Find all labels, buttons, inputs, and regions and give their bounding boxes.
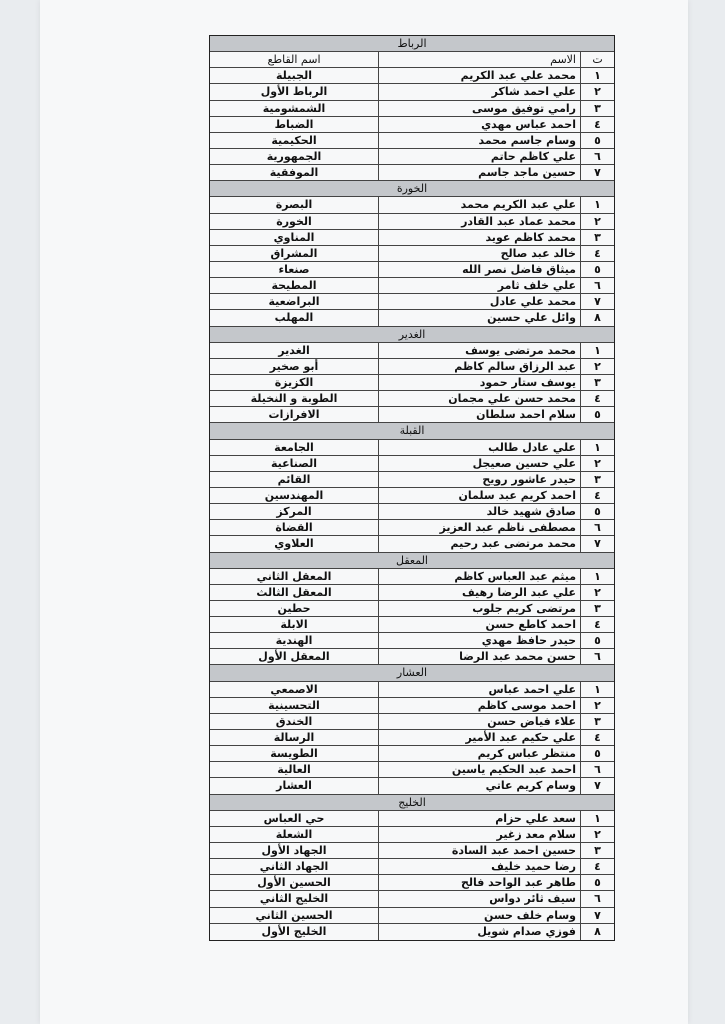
person-name: عبد الرزاق سالم كاظم bbox=[378, 359, 580, 374]
sector-name: الحكيمية bbox=[271, 133, 317, 147]
person-name: سعد علي حزام bbox=[378, 811, 580, 826]
sector-name: الجامعة bbox=[274, 440, 314, 454]
row-number: ٧ bbox=[580, 778, 614, 793]
sector-name: المركز bbox=[276, 505, 312, 519]
sector-name: البصرة bbox=[275, 198, 313, 212]
sector-name: الرسالة bbox=[273, 731, 315, 745]
section-header bbox=[210, 181, 614, 197]
person-name: محمد عماد عبد القادر bbox=[378, 214, 580, 229]
table-row bbox=[210, 149, 614, 165]
sector-name: الجهاد الثاني bbox=[259, 860, 329, 874]
table-row bbox=[210, 827, 614, 843]
table-row bbox=[210, 407, 614, 423]
row-number: ٨ bbox=[580, 924, 614, 940]
sector-name: حطين bbox=[277, 601, 311, 615]
row-number: ٣ bbox=[580, 230, 614, 245]
table-row bbox=[210, 778, 614, 794]
table-row bbox=[210, 117, 614, 133]
sector-name: الطويسة bbox=[270, 747, 318, 761]
sector-name: الجبيلة bbox=[276, 69, 312, 83]
person-name: علي احمد شاكر bbox=[378, 84, 580, 99]
table-row bbox=[210, 714, 614, 730]
table-row bbox=[210, 488, 614, 504]
sector-name: المناوي bbox=[273, 230, 315, 244]
table-row bbox=[210, 601, 614, 617]
person-name: علاء فياض حسن bbox=[378, 714, 580, 729]
sector-name: المعقل الثاني bbox=[256, 569, 332, 583]
sector-name: الخليج الأول bbox=[261, 924, 327, 938]
sector-name: الشعلة bbox=[275, 827, 313, 841]
row-number: ٤ bbox=[580, 730, 614, 745]
table-row bbox=[210, 811, 614, 827]
table-row bbox=[210, 230, 614, 246]
row-number: ٢ bbox=[580, 456, 614, 471]
table-row bbox=[210, 924, 614, 940]
person-name: علي حسين صعيجل bbox=[378, 456, 580, 471]
person-name: احمد كاطع حسن bbox=[378, 617, 580, 632]
header-name: الاسم bbox=[378, 52, 580, 67]
table-row bbox=[210, 843, 614, 859]
row-number: ٦ bbox=[580, 278, 614, 293]
table-row bbox=[210, 649, 614, 665]
section-title: الغدير bbox=[398, 327, 426, 341]
person-name: رامي توفيق موسى bbox=[378, 101, 580, 116]
sector-name: العشار bbox=[276, 779, 312, 793]
section-header bbox=[210, 665, 614, 681]
table-row bbox=[210, 536, 614, 552]
table-row bbox=[210, 84, 614, 100]
person-name: احمد عباس مهدي bbox=[378, 117, 580, 132]
row-number: ٢ bbox=[580, 214, 614, 229]
sector-name: الموفقية bbox=[269, 166, 319, 180]
sector-name: الخليج الثاني bbox=[259, 892, 329, 906]
sector-name: الحسين الثاني bbox=[255, 908, 333, 922]
row-number: ٤ bbox=[580, 117, 614, 132]
person-name: علي احمد عباس bbox=[378, 682, 580, 697]
sector-name: الخندق bbox=[275, 714, 313, 728]
sector-name: الشمشومية bbox=[262, 101, 326, 115]
row-number: ٤ bbox=[580, 246, 614, 261]
person-name: خالد عبد صالح bbox=[378, 246, 580, 261]
table-row bbox=[210, 310, 614, 326]
person-name: صادق شهيد خالد bbox=[378, 504, 580, 519]
sector-name: المهندسين bbox=[264, 488, 324, 502]
table-row bbox=[210, 875, 614, 891]
row-number: ٥ bbox=[580, 746, 614, 761]
row-number: ٧ bbox=[580, 294, 614, 309]
sector-name: الافرازات bbox=[268, 408, 320, 422]
table-row bbox=[210, 133, 614, 149]
table-row bbox=[210, 585, 614, 601]
section-header bbox=[210, 327, 614, 343]
sector-name: العلاوي bbox=[274, 537, 314, 551]
row-number: ١ bbox=[580, 197, 614, 212]
table-row bbox=[210, 633, 614, 649]
table-row bbox=[210, 472, 614, 488]
person-name: سيف ثائر دواس bbox=[378, 891, 580, 906]
row-number: ٣ bbox=[580, 375, 614, 390]
table-row bbox=[210, 343, 614, 359]
person-name: علي خلف ثامر bbox=[378, 278, 580, 293]
table-row bbox=[210, 278, 614, 294]
section-title: الخليج bbox=[398, 795, 426, 809]
row-number: ٦ bbox=[580, 762, 614, 777]
row-number: ٦ bbox=[580, 891, 614, 906]
section-header bbox=[210, 423, 614, 439]
person-name: حيدر حافظ مهدي bbox=[378, 633, 580, 648]
section-header bbox=[210, 795, 614, 811]
row-number: ٦ bbox=[580, 520, 614, 535]
person-name: محمد مرتضى يوسف bbox=[378, 343, 580, 358]
person-name: مصطفى ناظم عبد العزيز bbox=[378, 520, 580, 535]
sector-name: الغدير bbox=[278, 343, 310, 357]
section-title: الرباط bbox=[397, 37, 427, 50]
table-row bbox=[210, 375, 614, 391]
table-row bbox=[210, 617, 614, 633]
sector-name: الهندية bbox=[275, 634, 313, 648]
sector-name: الاصمعي bbox=[270, 682, 318, 696]
row-number: ١ bbox=[580, 811, 614, 826]
table-row bbox=[210, 294, 614, 310]
sector-name: الابلة bbox=[280, 618, 308, 632]
header-sector: اسم القاطع bbox=[267, 53, 321, 67]
row-number: ٥ bbox=[580, 407, 614, 422]
person-name: طاهر عبد الواحد فالح bbox=[378, 875, 580, 890]
sector-name: الحسين الأول bbox=[257, 876, 331, 890]
sector-name: الجمهورية bbox=[266, 149, 322, 163]
row-number: ٢ bbox=[580, 84, 614, 99]
sector-name: المشراق bbox=[270, 246, 318, 260]
section-title: القبلة bbox=[399, 424, 425, 438]
row-number: ٣ bbox=[580, 601, 614, 616]
row-number: ٥ bbox=[580, 262, 614, 277]
sector-name: الرباط الأول bbox=[260, 85, 328, 99]
row-number: ١ bbox=[580, 682, 614, 697]
person-name: علي حكيم عبد الأمير bbox=[378, 730, 580, 745]
row-number: ٢ bbox=[580, 585, 614, 600]
person-name: علي عادل طالب bbox=[378, 440, 580, 455]
row-number: ١ bbox=[580, 68, 614, 83]
sector-name: المعقل الثالث bbox=[256, 585, 332, 599]
table-row bbox=[210, 214, 614, 230]
sector-name: الطوبة و النخيلة bbox=[250, 392, 338, 406]
person-name: سلام احمد سلطان bbox=[378, 407, 580, 422]
sector-name: المعقل الأول bbox=[258, 650, 330, 664]
row-number: ٥ bbox=[580, 633, 614, 648]
sector-name: الجهاد الأول bbox=[261, 844, 327, 858]
person-name: حسن محمد عبد الرضا bbox=[378, 649, 580, 664]
row-number: ٣ bbox=[580, 714, 614, 729]
row-number: ٣ bbox=[580, 472, 614, 487]
table-row bbox=[210, 456, 614, 472]
person-name: مرتضى كريم جلوب bbox=[378, 601, 580, 616]
person-name: منتظر عباس كريم bbox=[378, 746, 580, 761]
person-name: احمد كريم عبد سلمان bbox=[378, 488, 580, 503]
sector-name: الصناعية bbox=[270, 456, 318, 470]
header-num: ت bbox=[580, 52, 614, 67]
row-number: ٦ bbox=[580, 149, 614, 164]
person-name: فوزي صدام شويل bbox=[378, 924, 580, 940]
row-number: ٣ bbox=[580, 101, 614, 116]
table-row bbox=[210, 165, 614, 181]
paper-sheet bbox=[40, 0, 688, 1024]
table-row bbox=[210, 762, 614, 778]
table-row bbox=[210, 908, 614, 924]
table-row bbox=[210, 440, 614, 456]
person-name: احمد عبد الحكيم ياسين bbox=[378, 762, 580, 777]
person-name: احمد موسى كاظم bbox=[378, 698, 580, 713]
row-number: ٤ bbox=[580, 617, 614, 632]
sector-name: التحسينية bbox=[268, 698, 320, 712]
person-name: حسين احمد عبد السادة bbox=[378, 843, 580, 858]
row-number: ٢ bbox=[580, 359, 614, 374]
person-name: وائل علي حسين bbox=[378, 310, 580, 325]
table-row bbox=[210, 730, 614, 746]
sector-name: القائم bbox=[277, 472, 311, 486]
table-row bbox=[210, 262, 614, 278]
table-row bbox=[210, 197, 614, 213]
table-row bbox=[210, 682, 614, 698]
table-row bbox=[210, 68, 614, 84]
section-title: العشار bbox=[396, 666, 428, 680]
row-number: ٧ bbox=[580, 165, 614, 180]
row-number: ١ bbox=[580, 569, 614, 584]
row-number: ١ bbox=[580, 440, 614, 455]
row-number: ١ bbox=[580, 343, 614, 358]
row-number: ٨ bbox=[580, 310, 614, 325]
row-number: ٧ bbox=[580, 536, 614, 551]
table-row bbox=[210, 569, 614, 585]
person-name: حيدر عاشور رويح bbox=[378, 472, 580, 487]
row-number: ٥ bbox=[580, 504, 614, 519]
row-number: ٧ bbox=[580, 908, 614, 923]
row-number: ٢ bbox=[580, 698, 614, 713]
table-row bbox=[210, 246, 614, 262]
table-row bbox=[210, 359, 614, 375]
row-number: ٤ bbox=[580, 391, 614, 406]
table-row bbox=[210, 891, 614, 907]
row-number: ٤ bbox=[580, 488, 614, 503]
person-name: يوسف ستار حمود bbox=[378, 375, 580, 390]
sector-name: الخورة bbox=[276, 214, 312, 228]
table-row bbox=[210, 520, 614, 536]
person-name: وسام جاسم محمد bbox=[378, 133, 580, 148]
row-number: ٦ bbox=[580, 649, 614, 664]
table-row bbox=[210, 746, 614, 762]
sector-name: المطيحة bbox=[271, 279, 317, 293]
person-name: علي كاظم حاتم bbox=[378, 149, 580, 164]
person-name: وسام كريم عاتي bbox=[378, 778, 580, 793]
section-header bbox=[210, 36, 614, 52]
sector-name: الكزيزة bbox=[274, 375, 314, 389]
row-number: ٥ bbox=[580, 875, 614, 890]
row-number: ٤ bbox=[580, 859, 614, 874]
table-row bbox=[210, 859, 614, 875]
person-name: سلام معد زغير bbox=[378, 827, 580, 842]
sector-name: القضاة bbox=[275, 521, 313, 535]
sector-name: البراضعية bbox=[268, 295, 320, 309]
section-title: الخورة bbox=[396, 182, 428, 196]
district-table bbox=[209, 35, 615, 941]
table-row bbox=[210, 101, 614, 117]
person-name: علي عبد الكريم محمد bbox=[378, 197, 580, 212]
row-number: ٢ bbox=[580, 827, 614, 842]
person-name: حسين ماجد جاسم bbox=[378, 165, 580, 180]
table-row bbox=[210, 504, 614, 520]
person-name: محمد كاظم عويد bbox=[378, 230, 580, 245]
sector-name: صنعاء bbox=[278, 262, 310, 276]
sector-name: العالية bbox=[277, 763, 311, 777]
person-name: محمد حسن علي مجمان bbox=[378, 391, 580, 406]
person-name: وسام خلف حسن bbox=[378, 908, 580, 923]
person-name: ميثم عبد العباس كاظم bbox=[378, 569, 580, 584]
person-name: ميثاق فاضل نصر الله bbox=[378, 262, 580, 277]
sector-name: المهلب bbox=[274, 311, 314, 325]
section-title: المعقل bbox=[396, 553, 428, 567]
person-name: رضا حميد خليف bbox=[378, 859, 580, 874]
table-row bbox=[210, 391, 614, 407]
person-name: محمد علي عبد الكريم bbox=[378, 68, 580, 83]
column-header-row bbox=[210, 52, 614, 68]
table-row bbox=[210, 698, 614, 714]
person-name: محمد مرتضى عبد رحيم bbox=[378, 536, 580, 551]
sector-name: أبو صخير bbox=[269, 359, 319, 373]
person-name: علي عبد الرضا رهيف bbox=[378, 585, 580, 600]
person-name: محمد علي عادل bbox=[378, 294, 580, 309]
sector-name: الضباط bbox=[274, 117, 314, 131]
sector-name: حي العباس bbox=[263, 811, 325, 825]
row-number: ٥ bbox=[580, 133, 614, 148]
row-number: ٣ bbox=[580, 843, 614, 858]
section-header bbox=[210, 553, 614, 569]
